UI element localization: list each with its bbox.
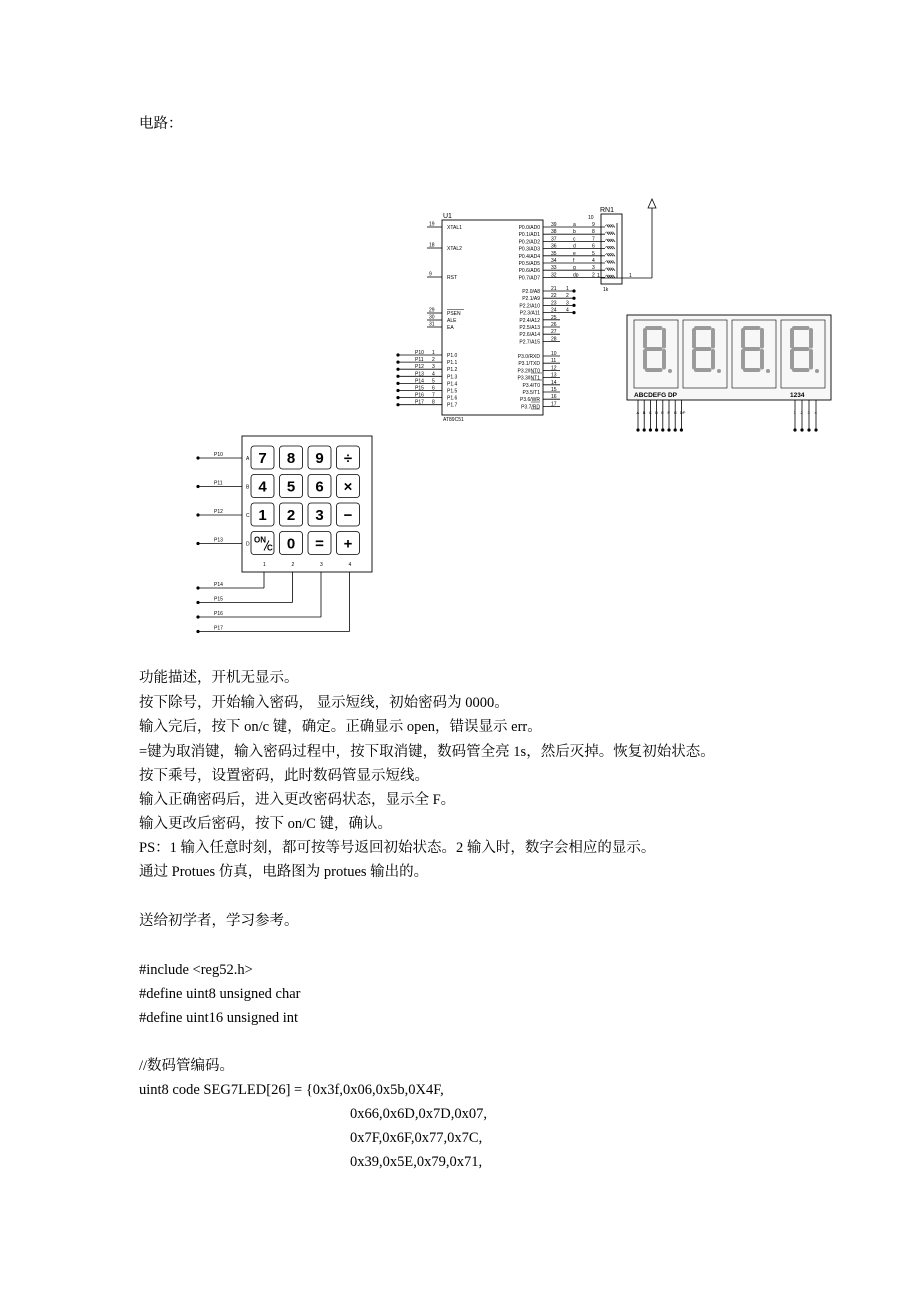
keypad-col-dot [196,586,199,589]
display-segment-pin-dot [649,428,652,431]
keypad-col-net-label: P16 [214,611,223,617]
p0-net-label: f [573,258,575,264]
rn1-common-net-label: 1 [629,273,632,279]
p3-pin-name: P3.2/INT0 [517,368,540,375]
keypad-key-label-c: C [267,543,273,553]
p1-net-dot [396,389,399,392]
display-segment-pin-dot [680,428,683,431]
p1-pin-number: 5 [432,378,435,385]
u1-left-pin-number: 19 [429,221,435,228]
p0-pin-name: P0.6/AD6 [518,268,540,275]
desc-line-4: =键为取消键，输入密码过程中，按下取消键，数码管全亮 1s，然后灭掉。恢复初始状态。 [139,744,715,760]
keypad-row-dot [196,485,199,488]
display-digit-pin-label: 3 [807,410,810,415]
p3-pin-name: P3.6/WR [519,397,540,404]
u1-left-pin-number: 29 [429,307,435,314]
p1-pin-number: 7 [432,392,435,399]
p1-pin-name: P1.3 [447,374,458,381]
u1-left-pin-name: ALE [447,318,457,324]
display-digit-pin-dot [814,428,817,431]
u1-part-label: AT89C51 [443,417,464,423]
display-segments-label: ABCDEFG DP [634,392,677,399]
u1-left-pin-number: 9 [429,271,432,278]
keypad-row-dot [196,542,199,545]
u1-left-pin-name: XTAL2 [447,246,462,252]
p1-net-label: P15 [415,385,424,392]
note-line: 送给初学者，学习参考。 [139,913,299,929]
p3-pin-name: P3.7/RD [521,404,540,411]
keypad-row-letter: A [246,456,250,462]
display-segment-pin-label: A [636,410,640,415]
rn1-pin-number: 6 [592,243,595,250]
rn1-resistor-element [605,246,615,249]
display-digits-label: 1234 [790,392,805,399]
p1-pin-name: P1.5 [447,388,458,395]
p1-net-dot [396,382,399,385]
display-segment-pin-label: F [667,410,670,415]
rn1-resistor-element [605,239,615,242]
p0-pin-number: 32 [551,272,557,279]
p1-pin-number: 6 [432,385,435,392]
p3-pin-name: P3.0/RXD [517,354,540,360]
keypad-col-net-label: P15 [214,596,223,603]
rn1-resistor-element [605,261,615,264]
p2-pin-name: P2.4/A12 [519,317,540,324]
p0-net-label: b [573,229,576,236]
p3-pin-name: P3.3/INT1 [517,375,540,382]
p0-net-label: g [573,265,576,272]
p1-net-label: P16 [415,392,424,399]
code-comment: //数码管编码。 [139,1058,235,1074]
p0-net-label: dp [573,272,579,279]
keypad-key-label: 0 [286,535,296,553]
u1-left-pin-number: 31 [429,321,435,328]
keypad-col-number: 2 [291,562,295,568]
p1-pin-name: P1.6 [447,395,458,402]
display-segment-pin-dot [674,428,677,431]
keypad-key-label: × [343,478,353,496]
p2-net-label: 2 [566,293,569,300]
p2-pin-number: 23 [551,300,557,307]
p2-pin-number: 28 [551,336,557,343]
p1-net-label: P17 [415,399,424,406]
p3-pin-name: P3.4/T0 [522,382,540,389]
rn1-pin-number: 5 [592,250,595,257]
keypad-row-net-label: P12 [214,509,223,515]
display-segment-pin-dot [667,428,670,431]
code-array-decl: uint8 code SEG7LED[26] = {0x3f,0x06,0x5b,0X4F, [139,1082,444,1098]
keypad-key-label-on: ON [254,535,266,545]
p2-pin-number: 21 [551,286,557,292]
keypad-row-net-label: P11 [214,480,223,487]
p1-net-label: P12 [415,364,424,371]
p2-pin-number: 27 [551,329,557,336]
keypad-key-label: ÷ [343,450,353,467]
p2-pin-name: P2.7/A15 [519,339,540,346]
keypad-key-label: + [343,535,353,553]
p1-net-label: P14 [415,378,424,385]
p1-net-dot [396,353,399,356]
display-segment-pin-label: E [661,410,664,415]
p2-net-label: 4 [566,307,569,314]
p2-pin-name: P2.6/A14 [519,332,540,339]
rn1-pin-number: 2 [592,272,595,279]
code-line-define-uint16: #define uint16 unsigned int [139,1010,299,1026]
p3-pin-number: 17 [551,401,557,408]
keypad-row-net-label: P13 [214,537,223,544]
keypad-key-label: 4 [258,478,267,496]
keypad-row-letter: C [246,513,250,519]
p1-net-label: P10 [415,350,424,356]
rn1-resistor-element [605,253,615,256]
keypad-key-label: 2 [286,507,296,524]
code-array-cont-1: 0x66,0x6D,0x7D,0x07, [350,1106,487,1122]
display-segment-pin-label: B [642,410,646,415]
u1-left-pin-name: RST [447,275,457,281]
p2-net-dot [572,311,575,314]
p1-net-dot [396,375,399,378]
rn1-pin-number: 8 [592,229,595,236]
p0-pin-number: 35 [551,250,557,257]
p0-pin-number: 38 [551,229,557,236]
p0-net-label: d [573,243,576,250]
desc-line-6: 输入正确密码后，进入更改密码状态，显示全 F。 [139,792,456,808]
rn1-resistor-element [605,275,615,278]
rn1-resistor-element [605,225,615,228]
p3-pin-number: 12 [551,365,557,372]
keypad-col-net-label: P14 [214,582,223,588]
p0-net-label: a [573,222,576,228]
display-digit-pin-dot [793,428,796,431]
display-digit-pin-label: 4 [814,410,817,415]
display-digit-pin-label: 2 [800,410,803,415]
p1-pin-number: 1 [432,350,435,356]
p0-pin-number: 36 [551,243,557,250]
rn1-pin-number: 3 [592,265,595,272]
rn1-pin-number: 7 [592,236,595,243]
keypad-key-label: 1 [258,507,267,524]
u1-left-pin-name: XTAL1 [447,225,462,231]
display-segment-pin-label: D [655,410,658,415]
display-segment-pin-dot [661,428,664,431]
p1-net-label: P11 [415,357,424,364]
rn1-resistor-element [605,268,615,271]
p0-pin-name: P0.5/AD5 [518,261,540,267]
p0-pin-name: P0.4/AD4 [518,253,540,260]
display-segment-pin-label: DP [679,410,686,415]
display-segment-pin-label: C [648,410,652,415]
p1-pin-name: P1.7 [447,402,458,409]
keypad-key-label: 9 [315,450,324,467]
p0-pin-number: 33 [551,265,557,272]
p2-pin-number: 24 [551,307,557,314]
desc-line-8: PS：1 输入任意时刻，都可按等号返回初始状态。2 输入时，数字会相应的显示。 [139,840,656,856]
p0-pin-number: 37 [551,236,557,243]
p2-net-dot [572,304,575,307]
display-segment-pin-dot [655,428,658,431]
code-array-cont-2: 0x7F,0x6F,0x77,0x7C, [350,1130,483,1146]
p1-net-dot [396,396,399,399]
circuit-schematic [0,0,920,650]
rn1-pin-number: 4 [592,258,595,264]
keypad-row-net-label: P10 [214,452,223,458]
p2-net-dot [572,289,575,292]
keypad-key-label: 3 [315,507,324,524]
keypad-key-label: − [343,507,353,524]
p0-net-label: e [573,250,576,257]
desc-line-1: 功能描述，开机无显示。 [139,670,299,686]
p3-pin-name: P3.1/TXD [518,361,540,368]
keypad-row-dot [196,513,199,516]
p2-pin-number: 25 [551,314,557,321]
vcc-arrow-icon [648,199,656,208]
desc-line-2: 按下除号，开始输入密码， 显示短线，初始密码为 0000。 [139,695,509,711]
p1-net-dot [396,403,399,406]
desc-line-5: 按下乘号，设置密码，此时数码管显示短线。 [139,768,429,784]
display-segment-pin-dot [636,428,639,431]
u1-left-pin-name: PSEN [447,311,461,317]
code-line-include: #include <reg52.h> [139,962,253,978]
p0-pin-name: P0.1/AD1 [518,232,540,239]
p1-pin-number: 3 [432,364,435,371]
u1-left-pin-number: 30 [429,314,435,321]
display-digit-pin-dot [800,428,803,431]
p0-pin-name: P0.3/AD3 [518,246,540,253]
p0-pin-number: 39 [551,222,557,228]
p1-pin-name: P1.0 [447,353,458,359]
p3-pin-number: 15 [551,387,557,393]
rn1-resistor-element [605,232,615,235]
u1-ref-label: U1 [443,213,452,220]
keypad-col-number: 4 [348,562,352,568]
keypad-key-label: = [315,535,324,553]
p2-pin-name: P2.1/A9 [522,296,540,303]
p3-pin-name: P3.5/T1 [522,390,540,396]
p1-pin-number: 4 [432,371,435,378]
keypad-key-label: 6 [315,478,324,496]
display-digit-pin-dot [807,428,810,431]
keypad-col-dot [196,601,199,604]
u1-left-pin-number: 18 [429,242,435,249]
desc-line-3: 输入完后，按下 on/c 键，确定。正确显示 open，错误显示 err。 [139,719,542,735]
p1-net-label: P13 [415,371,424,378]
p0-pin-name: P0.2/AD2 [518,239,540,246]
p2-net-label: 3 [566,300,569,307]
p1-net-dot [396,361,399,364]
display-segment-pin-dot [643,428,646,431]
p3-pin-number: 16 [551,394,557,401]
keypad-row-dot [196,456,199,459]
keypad-col-number: 1 [263,562,266,568]
rn1-common-pin-number: 1 [597,273,600,279]
seven-seg-decimal-point [766,369,770,373]
p3-pin-number: 13 [551,372,557,379]
p2-pin-name: P2.5/A13 [519,325,540,331]
p1-pin-number: 8 [432,399,435,406]
desc-line-7: 输入更改后密码，按下 on/C 键，确认。 [139,816,392,832]
heading-circuit: 电路： [139,116,183,132]
u1-left-pin-name: EA [447,325,454,331]
p2-pin-number: 22 [551,293,557,300]
p2-pin-name: P2.2/A10 [519,303,540,310]
rn1-pin-number: 9 [592,222,595,228]
rn1-value-label: 1k [603,287,609,293]
p1-net-dot [396,368,399,371]
p3-pin-number: 14 [551,379,557,386]
rn1-top-pin-number: 10 [588,215,594,221]
code-array-cont-3: 0x39,0x5E,0x79,0x71, [350,1154,483,1170]
keypad-row-letter: D [246,541,250,548]
p2-pin-name: P2.3/A11 [519,310,540,317]
keypad-key-label: 5 [286,478,296,496]
seven-seg-decimal-point [717,369,721,373]
seven-seg-decimal-point [815,369,819,373]
display-digit-pin-label: 1 [793,410,796,415]
keypad-key-label: 7 [258,450,267,467]
p0-net-label: c [573,236,576,243]
keypad-key-label: 8 [286,450,296,467]
display-segment-pin-label: G [673,410,677,415]
p2-net-label: 1 [566,286,569,292]
p3-pin-number: 10 [551,351,557,357]
p1-pin-name: P1.4 [447,381,458,388]
rn1-ref-label: RN1 [600,207,615,214]
p1-pin-name: P1.2 [447,367,458,374]
keypad-col-number: 3 [320,562,323,568]
seven-seg-decimal-point [668,369,672,373]
p0-pin-name: P0.7/AD7 [518,275,540,282]
desc-line-9: 通过 Protues 仿真，电路图为 protues 输出的。 [139,864,429,880]
p1-pin-number: 2 [432,357,435,364]
p0-pin-number: 34 [551,258,557,264]
p2-net-dot [572,297,575,300]
p1-pin-name: P1.1 [447,360,458,367]
keypad-col-dot [196,630,199,633]
p2-pin-number: 26 [551,322,557,328]
code-line-define-uint8: #define uint8 unsigned char [139,986,301,1002]
keypad-col-dot [196,615,199,618]
p3-pin-number: 11 [551,358,557,365]
keypad-col-net-label: P17 [214,625,223,632]
p2-pin-name: P2.0/A8 [522,289,540,295]
p0-pin-name: P0.0/AD0 [518,225,540,231]
keypad-row-letter: B [246,484,250,491]
